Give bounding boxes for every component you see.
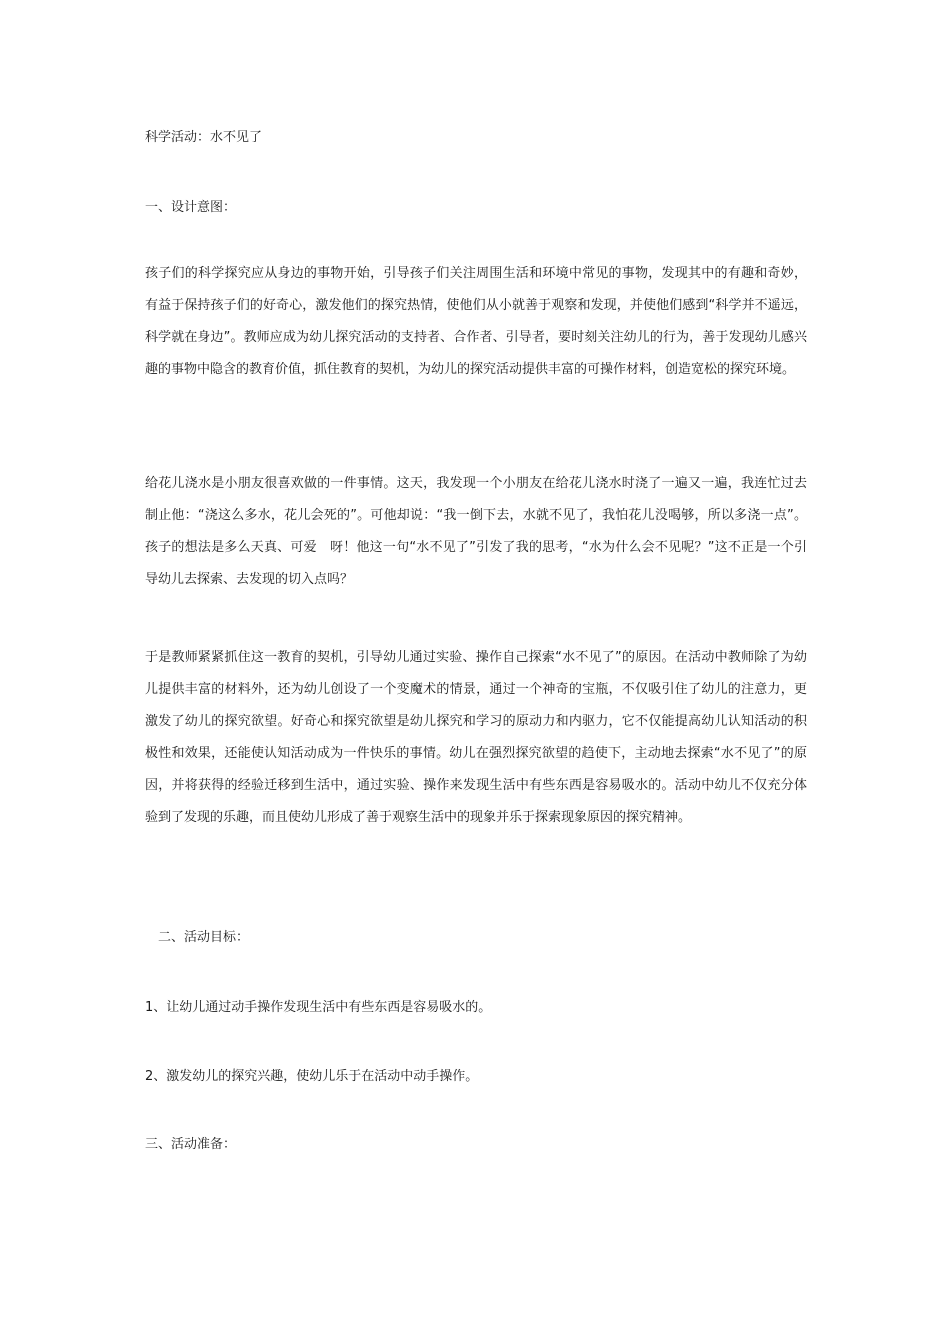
paragraph-design-intent: 孩子们的科学探究应从身边的事物开始，引导孩子们关注周围生活和环境中常见的事物，发现其中的有趣和奇妙，有益于保持孩子们的好奇心，激发他们的探究热情，使他们从小就善于观察和发现，并使他们感到“科学并不遥远，科学就在身边”。教师应成为幼儿探究活动的支持者、合作者、引导者，要时刻关注幼儿的行为，善于发现幼儿感兴趣的事物中隐含的教育价值，抓住教育的契机，为幼儿的探究活动提供丰富的可操作材料，创造宽松的探究环境。 bbox=[145, 266, 807, 377]
goal-item-2: 2、激发幼儿的探究兴趣，使幼儿乐于在活动中动手操作。 bbox=[145, 1069, 479, 1084]
paragraph-story: 给花儿浇水是小朋友很喜欢做的一件事情。这天，我发现一个小朋友在给花儿浇水时浇了一遍又一遍，我连忙过去制止他：“浇这么多水，花儿会死的”。可他却说：“我一倒下去，水就不见了，我怕花儿没喝够，所以多浇一点”。孩子的想法是多么天真、可爱 呀！他这一句“水不见了”引发了我的思考，“水为什么会不见呢？”这不正是一个引导幼儿去探索、去发现的切入点吗？ bbox=[145, 476, 807, 587]
section-heading-activity-preparation: 三、活动准备： bbox=[145, 1137, 237, 1152]
goal-item-1: 1、让幼儿通过动手操作发现生活中有些东西是容易吸水的。 bbox=[145, 1000, 492, 1015]
section-heading-activity-goals: 二、活动目标： bbox=[145, 930, 250, 945]
paragraph-teacher-approach: 于是教师紧紧抓住这一教育的契机，引导幼儿通过实验、操作自己探索“水不见了”的原因。在活动中教师除了为幼儿提供丰富的材料外，还为幼儿创设了一个变魔术的情景，通过一个神奇的宝瓶，不仅吸引住了幼儿的注意力，更激发了幼儿的探究欲望。好奇心和探究欲望是幼儿探究和学习的原动力和内驱力，它不仅能提高幼儿认知活动的积极性和效果，还能使认知活动成为一件快乐的事情。幼儿在强烈探究欲望的趋使下，主动地去探索“水不见了”的原因，并将获得的经验迁移到生活中，通过实验、操作来发现生活中有些东西是容易吸水的。活动中幼儿不仅充分体验到了发现的乐趣，而且使幼儿形成了善于观察生活中的现象并乐于探索现象原因的探究精神。 bbox=[145, 650, 807, 825]
section-heading-design-intent: 一、设计意图： bbox=[145, 200, 237, 215]
document-title: 科学活动：水不见了 bbox=[145, 130, 263, 145]
